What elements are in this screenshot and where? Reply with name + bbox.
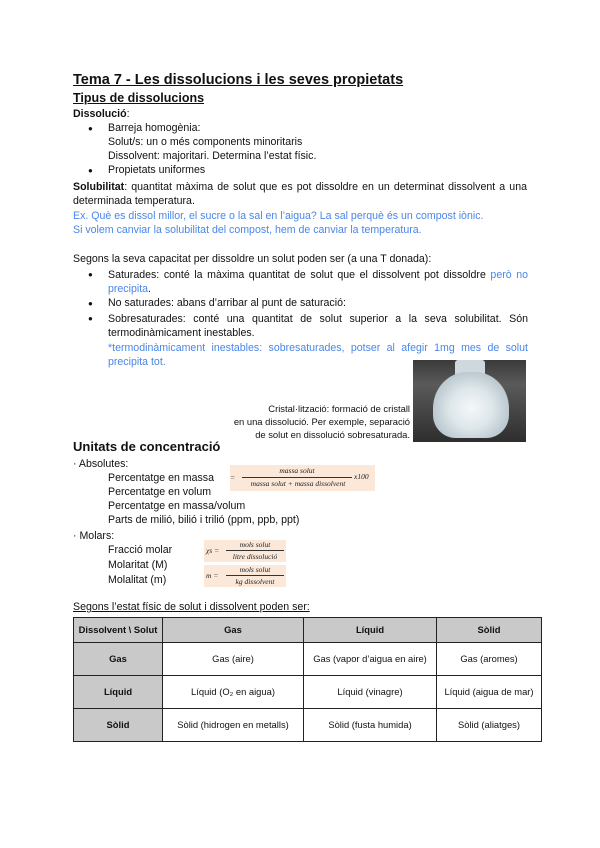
formula-m-num: mols solut	[239, 565, 271, 574]
dissolucio-colon: :	[126, 108, 130, 120]
table-cell: Gas (vapor d’aigua en aire)	[304, 643, 437, 676]
formula-massa-den: massa solut + massa dissolvent	[250, 479, 346, 488]
solubilitat-label: Solubilitat	[73, 181, 125, 193]
abs-item-ppm: Parts de milió, bilió i trilió (ppm, ppb, ppt)	[108, 514, 300, 526]
solubilitat-example-2: Si volem canviar la solubilitat del compost, hem de canviar la temperatura.	[73, 224, 422, 236]
bullet-no-saturades: ● No saturades: abans d’arribar al punt de saturació:	[108, 297, 346, 309]
table-cell: Gas (aromes)	[437, 643, 542, 676]
formula-molalitat	[204, 565, 286, 587]
table-caption: Segons l’estat físic de solut i dissolvent poden ser:	[73, 601, 310, 613]
formula-massa-factor: x100	[354, 472, 369, 481]
header-cell: Dissolvent \ Solut	[74, 618, 163, 643]
page-title: Tema 7 - Les dissolucions i les seves propietats	[73, 72, 404, 88]
solubilitat-example: Ex. Què es dissol millor, el sucre o la sal en l’aigua? La sal perquè és un compost iònic.	[73, 210, 484, 222]
header-cell: Sòlid	[437, 618, 542, 643]
formula-xs-num: mols solut	[239, 540, 271, 549]
flask-crystals	[433, 372, 509, 438]
formula-fraccio-molar	[204, 540, 286, 562]
molars-label: · Molars:	[73, 530, 115, 542]
dissolucio-label: Dissolució	[73, 108, 127, 120]
saturades-note: però no precipita	[108, 269, 528, 295]
header-cell: Líquid	[304, 618, 437, 643]
table-cell: Sòlid (fusta humida)	[304, 709, 437, 742]
formula-massa-num: massa solut	[279, 466, 315, 475]
caption-line-2: en una dissolució. Per exemple, separació	[233, 416, 410, 427]
row-header: Líquid	[74, 676, 163, 709]
abs-item-volum: Percentatge en volum	[108, 486, 212, 498]
table-cell: Sòlid (aliatges)	[437, 709, 542, 742]
table-row	[74, 643, 542, 676]
sobresaturades-note: *termodinàmicament inestables: sobresaturades, potser al afegir 1mg mes de solut precipita tot.	[108, 342, 528, 368]
saturades-text: Saturades: conté la màxima quantitat de solut que el dissolvent pot dissoldre	[108, 269, 491, 281]
fraction-line	[226, 575, 284, 576]
row-header: Gas	[74, 643, 163, 676]
mol-item-molalitat: Molalitat (m)	[108, 574, 167, 586]
header-cell: Gas	[163, 618, 304, 643]
table-cell: Líquid (vinagre)	[304, 676, 437, 709]
fraction-line	[226, 550, 284, 551]
formula-eq: =	[230, 473, 236, 482]
table-cell: Gas (aire)	[163, 643, 304, 676]
table-cell: Líquid (O₂ en aigua)	[163, 676, 304, 709]
abs-item-massa: Percentatge en massa	[108, 472, 214, 484]
formula-xs-den: litre dissolució	[232, 552, 278, 561]
table-row	[74, 709, 542, 742]
mol-item-fraccio: Fracció molar	[108, 544, 173, 556]
abs-item-massa-volum: Percentatge en massa/volum	[108, 500, 246, 512]
table-cell: Líquid (aigua de mar)	[437, 676, 542, 709]
solubilitat-text: : quantitat màxima de solut que es pot dissoldre en un determinat dissolvent a una determinada temperatura.	[73, 181, 527, 207]
absolutes-label: · Absolutes:	[73, 458, 129, 470]
bullet-sobresaturades: ● Sobresaturades: conté una quantitat de solut superior a la seva solubilitat. Són termodinàmicament inestables.	[108, 312, 528, 340]
sub-dissolvent: Dissolvent: majoritari. Determina l’estat físic.	[108, 150, 317, 162]
solubilitat-definition	[73, 180, 527, 208]
formula-m-lhs: m =	[206, 571, 219, 580]
states-table	[73, 617, 542, 742]
unitats-heading: Unitats de concentració	[73, 439, 221, 454]
formula-m-den: kg dissolvent	[235, 577, 275, 586]
mol-item-molaritat: Molaritat (M)	[108, 559, 168, 571]
section-subtitle: Tipus de dissolucions	[73, 91, 205, 105]
saturades-end: .	[148, 283, 151, 295]
row-header: Sòlid	[74, 709, 163, 742]
bullet-barreja: ● Barreja homogènia:	[108, 122, 200, 134]
bullet-propietats: ● Propietats uniformes	[108, 164, 205, 176]
dissolucio-definition	[73, 108, 130, 120]
sub-solut: Solut/s: un o més components minoritaris	[108, 136, 303, 148]
bullet-saturades	[108, 268, 528, 296]
capacitat-intro: Segons la seva capacitat per dissoldre un solut poden ser (a una T donada):	[73, 253, 432, 265]
crystallization-photo	[413, 360, 526, 442]
caption-line-1: Cristal·lització: formació de cristall	[268, 403, 410, 414]
table-row	[74, 676, 542, 709]
caption-line-3: de solut en dissolució sobresaturada.	[255, 429, 410, 440]
table-cell: Sòlid (hidrogen en metalls)	[163, 709, 304, 742]
table-header-row	[74, 618, 542, 643]
formula-percentatge-massa	[230, 465, 375, 491]
photo-caption	[234, 402, 410, 441]
formula-xs-lhs: χs =	[206, 546, 220, 555]
fraction-line	[242, 477, 352, 478]
